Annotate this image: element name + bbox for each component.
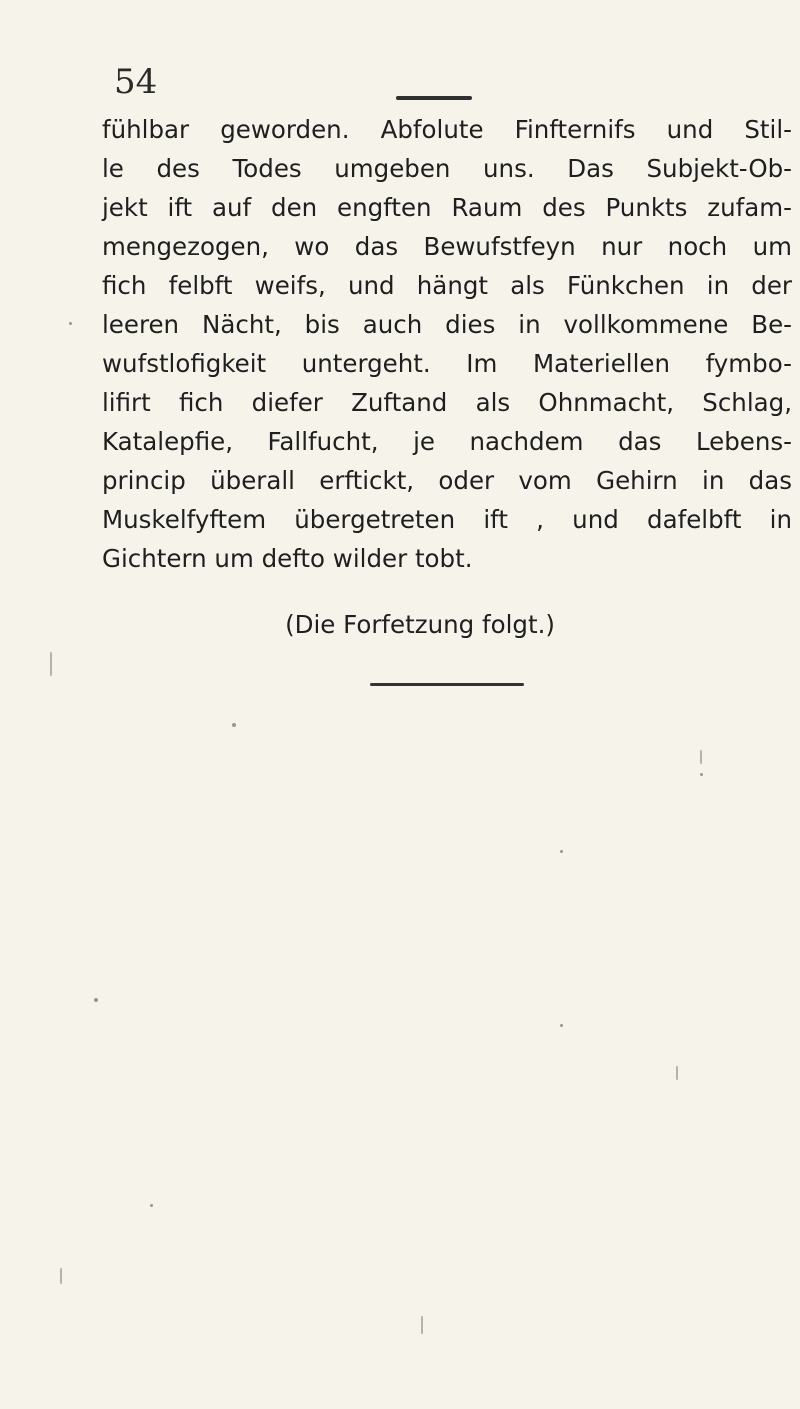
text-line: lifirt fich diefer Zuftand als Ohnmacht, Schlag,: [102, 388, 792, 417]
text-line: Gichtern um defto wilder tobt.: [102, 544, 473, 573]
paper-speck: [700, 773, 703, 776]
paper-speck: [94, 998, 98, 1002]
text-line: fich felbft weifs, und hängt als Fünkchen in der: [102, 271, 792, 300]
paper-scratch: [50, 652, 52, 676]
paper-speck: [150, 1204, 153, 1207]
paper-speck: [69, 322, 72, 325]
text-line: fühlbar geworden. Abfolute Finfternifs und Stil-: [102, 115, 792, 144]
page-number: 54: [114, 62, 158, 102]
text-line: mengezogen, wo das Bewufstfeyn nur noch um: [102, 232, 792, 261]
text-line: le des Todes umgeben uns. Das Subjekt-Ob-: [102, 154, 792, 183]
paper-speck: [560, 1024, 563, 1027]
paper-speck: [560, 850, 563, 853]
paper-scratch: [700, 750, 702, 764]
text-line: princip überall erftickt, oder vom Gehirn in das: [102, 466, 792, 495]
text-line: wufstlofigkeit untergeht. Im Materiellen fymbo-: [102, 349, 792, 378]
paper-scratch: [676, 1066, 678, 1080]
body-text: [102, 110, 792, 578]
continuation-note: (Die Forfetzung folgt.): [285, 610, 555, 639]
text-line: Katalepfie, Fallfucht, je nachdem das Lebens-: [102, 427, 792, 456]
text-line: Muskelfyftem übergetreten ift , und dafelbft in: [102, 505, 792, 534]
paper-speck: [232, 723, 236, 727]
text-line: leeren Nächt, bis auch dies in vollkommene Be-: [102, 310, 792, 339]
header-rule: [396, 96, 472, 100]
footer-rule: [370, 683, 524, 686]
paper-scratch: [60, 1268, 62, 1284]
paper-scratch: [421, 1316, 423, 1334]
text-line: jekt ift auf den engften Raum des Punkts zufam-: [102, 193, 792, 222]
